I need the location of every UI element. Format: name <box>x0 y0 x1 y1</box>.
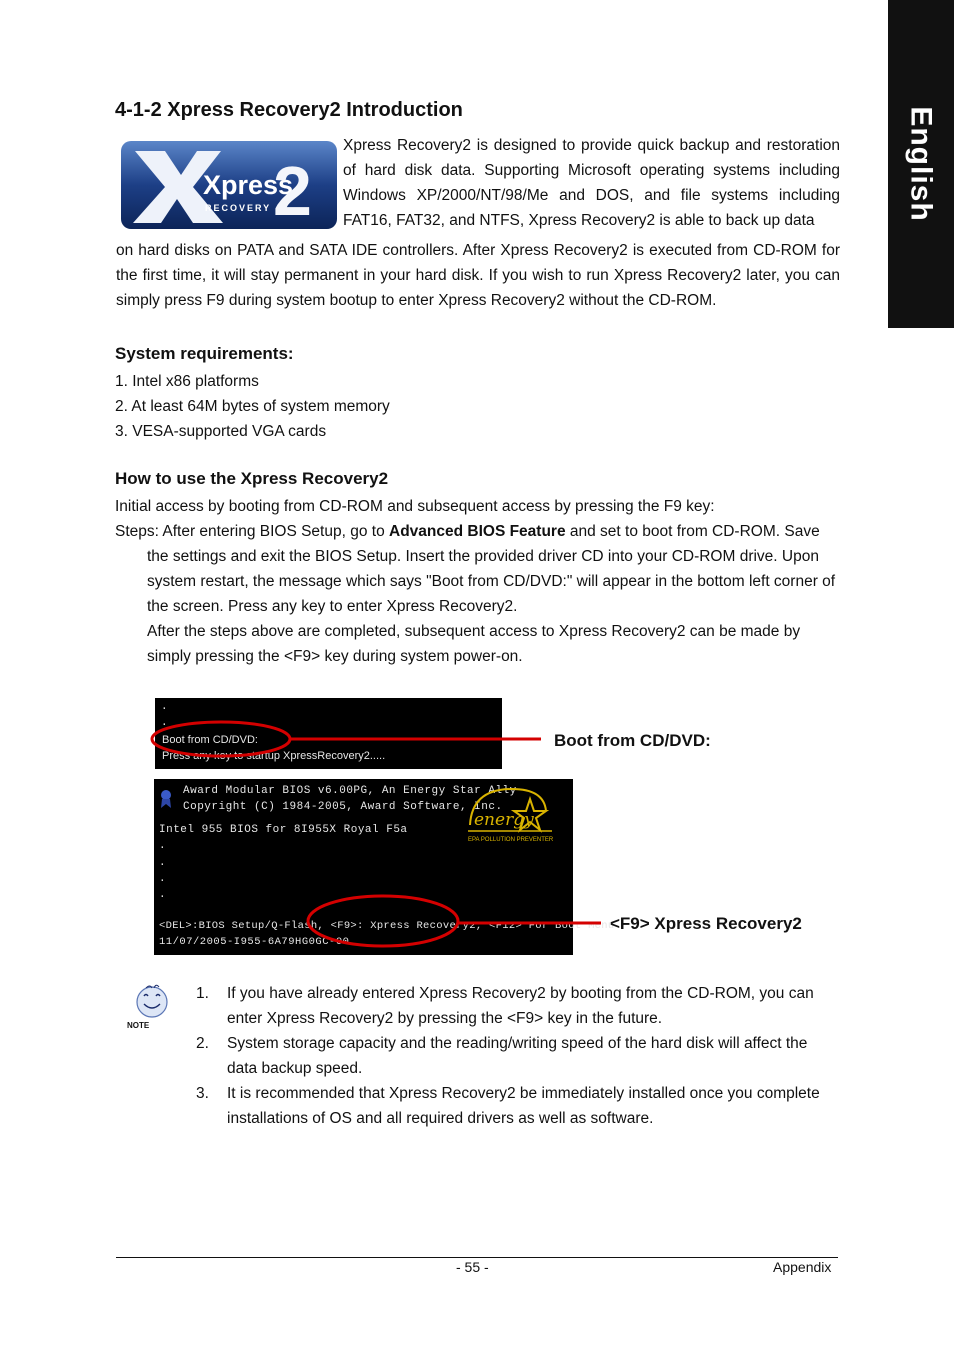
logo-big-number: 2 <box>273 152 312 229</box>
bios-dot: . <box>159 857 167 869</box>
boot-screen-dot: . <box>161 701 169 713</box>
page-number: - 55 - <box>456 1259 489 1275</box>
requirements-heading: System requirements: <box>115 344 294 363</box>
note-item-text: System storage capacity and the reading/writing speed of the hard disk will affect the data backup speed. <box>227 1035 808 1077</box>
logo-sub: RECOVERY <box>205 203 272 213</box>
howto-after: After the steps above are completed, subsequent access to Xpress Recovery2 can be made by simply pressing the <F9> key during system power-on. <box>147 623 801 665</box>
requirement-item: 1. Intel x86 platforms <box>115 373 259 390</box>
bios-date: 11/07/2005-I955-6A79HG0GC-00 <box>159 936 350 948</box>
bios-hotkeys: <DEL>:BIOS Setup/Q-Flash, <F9>: Xpress Recovery2, <F12> For Boot Menu <box>159 920 615 932</box>
footer-section: Appendix <box>773 1259 832 1275</box>
bios-dot: . <box>159 873 167 885</box>
bios-line2: Copyright (C) 1984-2005, Award Software, Inc. <box>183 801 503 813</box>
bios-dot: . <box>159 840 167 852</box>
language-tab-label: English <box>905 106 938 222</box>
intro-paragraph-top: Xpress Recovery2 is designed to provide quick backup and restoration of hard disk data. Supporting Microsoft operating systems including Windows XP/2000/NT/98/Me and DOS, and file systems including FAT16, FAT32, and NTFS, Xpress Recovery2 is able to back up data <box>343 137 840 229</box>
boot-screen-line2: Press any key to startup XpressRecovery2..... <box>162 750 386 762</box>
energy-word: energy <box>474 810 534 830</box>
section-heading: 4-1-2 Xpress Recovery2 Introduction <box>115 99 463 121</box>
note-item-number: 1. <box>196 985 209 1002</box>
howto-intro: Initial access by booting from CD-ROM and subsequent access by pressing the F9 key: <box>115 498 715 515</box>
f9-callout-label: <F9> Xpress Recovery2 <box>610 914 802 933</box>
requirement-item: 3. VESA-supported VGA cards <box>115 423 327 440</box>
bios-line3: Intel 955 BIOS for 8I955X Royal F5a <box>159 824 408 836</box>
note-item-text: If you have already entered Xpress Recovery2 by booting from the CD-ROM, you can enter Xpress Recovery2 by pressing the <F9> key in the future. <box>227 985 814 1027</box>
steps-prefix: Steps: After entering BIOS Setup, go to <box>115 523 389 540</box>
energy-caption: EPA POLLUTION PREVENTER <box>468 837 554 843</box>
howto-heading: How to use the Xpress Recovery2 <box>115 469 389 488</box>
bios-line1: Award Modular BIOS v6.00PG, An Energy Star Ally <box>183 785 517 797</box>
bios-dot: . <box>159 889 167 901</box>
logo-text: Xpress <box>203 170 294 200</box>
footer-divider <box>116 1257 838 1258</box>
note-item-number: 3. <box>196 1085 209 1102</box>
boot-screen-dot: . <box>161 717 169 729</box>
boot-screen-line1: Boot from CD/DVD: <box>162 734 258 746</box>
note-icon-label: NOTE <box>127 1021 150 1030</box>
steps-bold: Advanced BIOS Feature <box>389 523 566 540</box>
steps-suffix: and set to boot from CD-ROM. Save <box>565 523 820 540</box>
note-item <box>196 1031 840 1081</box>
note-item-number: 2. <box>196 1035 209 1052</box>
note-item <box>196 981 840 1031</box>
note-item-text: It is recommended that Xpress Recovery2 be immediately installed once you complete installations of OS and all required drivers as well as software. <box>227 1085 820 1127</box>
note-list <box>196 981 840 1131</box>
boot-highlight-ellipse <box>152 722 290 756</box>
intro-paragraph-bottom: on hard disks on PATA and SATA IDE controllers. After Xpress Recovery2 is executed from CD-ROM for the first time, it will stay permanent in your hard disk. If you wish to run Xpress Recovery2 later, you can simply press F9 during system bootup to enter Xpress Recovery2 without the CD-ROM. <box>116 242 840 309</box>
requirement-item: 2. At least 64M bytes of system memory <box>115 398 390 415</box>
howto-steps-rest: the settings and exit the BIOS Setup. Insert the provided driver CD into your CD-ROM drive. Upon system restart, the message which says "Boot from CD/DVD:" will appear in the bottom left corner of the screen. Press any key to enter Xpress Recovery2. <box>147 548 836 615</box>
boot-callout-label: Boot from CD/DVD: <box>554 731 711 750</box>
note-icon <box>124 982 180 1032</box>
note-item <box>196 1081 840 1131</box>
f9-highlight-ellipse <box>308 896 458 946</box>
